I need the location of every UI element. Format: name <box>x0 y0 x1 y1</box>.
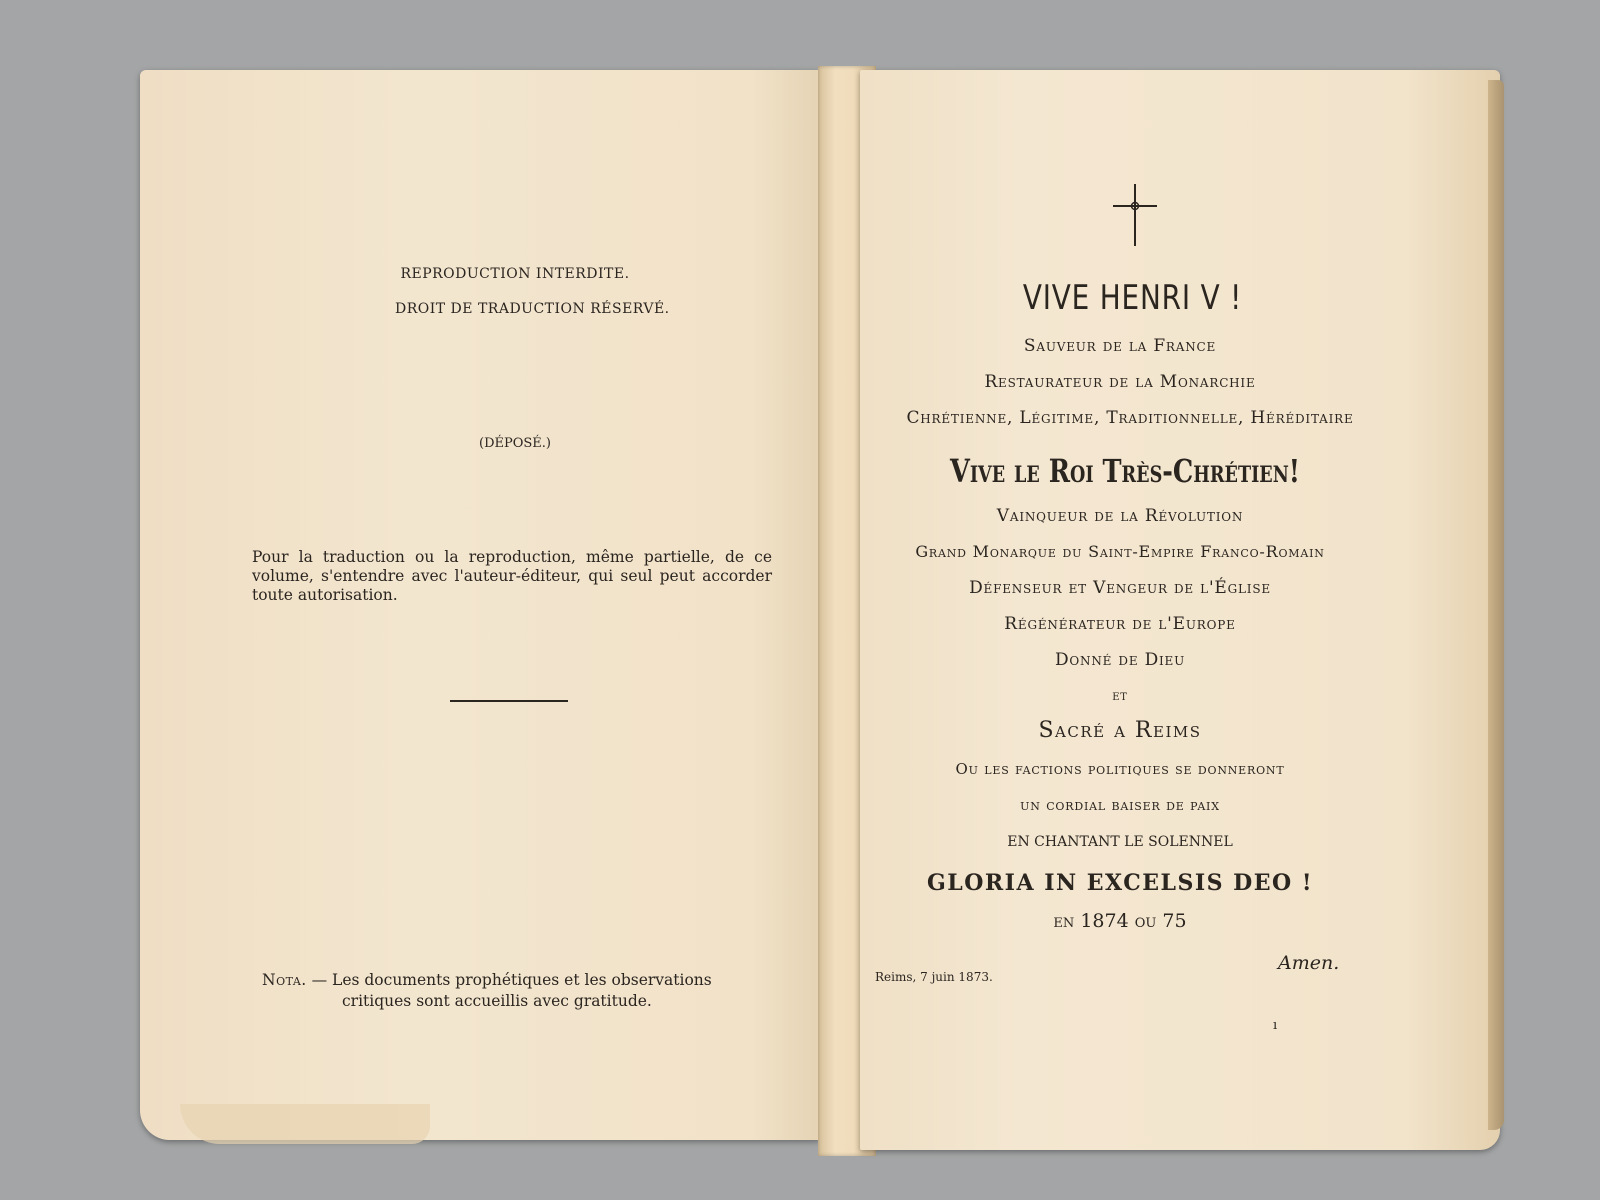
place-date: Reims, 7 juin 1873. <box>875 970 993 984</box>
depose-notice: (DÉPOSÉ.) <box>479 436 551 451</box>
restaurateur-line: Restaurateur de la Monarchie <box>984 372 1256 392</box>
reproduction-notice: REPRODUCTION INTERDITE. <box>400 266 630 282</box>
nota-line-1: — Les documents prophétiques et les observations <box>306 971 712 989</box>
nota-line-2: critiques sont accueillis avec gratitude. <box>342 992 652 1010</box>
vive-henri-heading: VIVE HENRI V ! <box>1022 278 1243 318</box>
year-1874: 1874 <box>1080 910 1129 932</box>
amen-text: Amen. <box>1278 952 1340 974</box>
ou-word: ou <box>1134 910 1157 932</box>
factions-line: Ou les factions politiques se donneront <box>955 760 1285 778</box>
vainqueur-line: Vainqueur de la Révolution <box>996 506 1244 526</box>
chretienne-line: Chrétienne, Légitime, Traditionnelle, Héréditaire <box>906 408 1354 428</box>
regenerateur-line: Régénérateur de l'Europe <box>1004 614 1236 634</box>
cross-icon <box>1109 182 1161 248</box>
sauveur-line: Sauveur de la France <box>1023 336 1217 356</box>
nota-label: Nota. <box>262 971 307 989</box>
rights-paragraph: Pour la traduction ou la reproduction, même partielle, de ce volume, s'entendre avec l'auteur-éditeur, qui seul peut accorder toute autorisation. <box>252 548 772 604</box>
et-line: et <box>1112 688 1128 704</box>
donne-line: Donné de Dieu <box>1054 650 1186 670</box>
nota-block <box>262 970 762 1012</box>
chantant-line: EN CHANTANT LE SOLENNEL <box>1007 834 1233 850</box>
defenseur-line: Défenseur et Vengeur de l'Église <box>969 578 1271 598</box>
page-edge <box>1488 80 1504 1130</box>
divider-rule <box>450 700 568 702</box>
year-75: 75 <box>1162 910 1187 932</box>
cordial-line: un cordial baiser de paix <box>1020 796 1220 814</box>
sacre-heading: Sacré a Reims <box>1038 718 1202 743</box>
signature-mark: ı <box>1273 1018 1278 1033</box>
year-line <box>880 910 1360 932</box>
right-page <box>860 70 1500 1150</box>
en-word: en <box>1053 910 1075 932</box>
grand-monarque-line: Grand Monarque du Saint-Empire Franco-Romain <box>915 542 1325 561</box>
translation-rights-notice: DROIT DE TRADUCTION RÉSERVÉ. <box>395 301 670 317</box>
gloria-heading: GLORIA IN EXCELSIS DEO ! <box>926 870 1314 896</box>
vive-roi-heading: Vive le Roi Très-Chrétien! <box>949 452 1301 490</box>
